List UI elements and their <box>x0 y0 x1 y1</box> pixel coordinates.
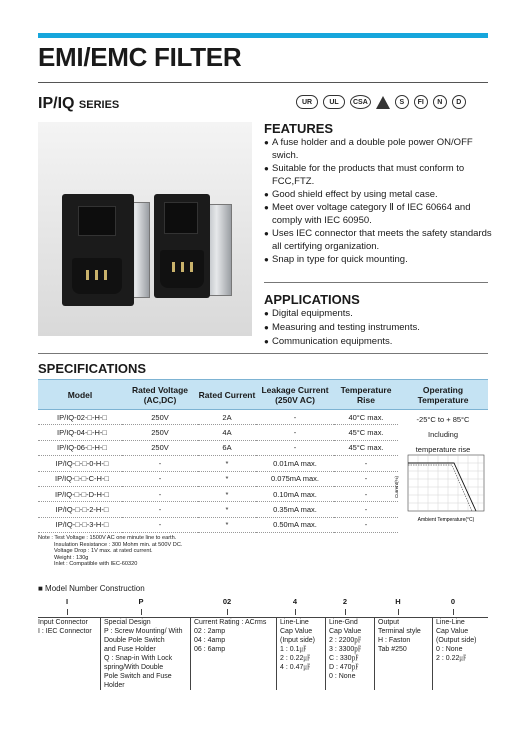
applications-list <box>264 307 492 349</box>
ul-listed-icon: UL <box>323 95 345 109</box>
code-description-line: Line-Line <box>280 619 309 626</box>
code-letter: 2 <box>342 597 348 606</box>
code-description-line: C : 330㎊ <box>329 655 359 662</box>
operating-temperature: -25°C to + 85°C Including temperature rise <box>415 415 471 454</box>
table-cell: * <box>198 517 256 532</box>
divider <box>264 282 488 283</box>
code-description-line: P : Screw Mounting/ With <box>104 628 183 635</box>
derating-curve <box>408 465 472 511</box>
code-description-line: D : 470㎊ <box>329 664 359 671</box>
column-header: Temperature Rise <box>334 380 398 410</box>
code-description-line: 06 : 6amp <box>194 646 226 653</box>
table-cell: 250V <box>122 425 198 440</box>
code-description-line: and Fuse Holder <box>104 646 156 653</box>
code-description-line: 3 : 3300㎊ <box>329 646 362 653</box>
code-description-line: Cap Value <box>329 628 362 635</box>
code-description-line: Tab #250 <box>378 646 407 653</box>
table-cell: * <box>198 486 256 501</box>
code-description-line: Line-Line <box>436 619 465 626</box>
table-header-row <box>38 380 488 410</box>
code-description-line: 2 : 2200㎊ <box>329 637 362 644</box>
table-cell: 6A <box>198 440 256 455</box>
ul-recognized-icon: UR <box>296 95 318 109</box>
code-description-line: 2 : 0.22㎌ <box>280 655 311 662</box>
code-description-line: 0 : None <box>436 646 463 653</box>
code-description <box>276 618 325 690</box>
series-title <box>38 95 119 113</box>
table-cell: IP/IQ-□-□-0-H-□ <box>38 456 122 471</box>
table-cell: 0.50mA max. <box>256 517 334 532</box>
table-cell: - <box>256 440 334 455</box>
column-header: Model <box>38 380 122 410</box>
code-letter: 4 <box>292 597 298 606</box>
code-description-line: 1 : 0.1㎌ <box>280 646 307 653</box>
code-letter: 0 <box>450 597 456 606</box>
code-description-line: Cap Value <box>280 628 313 635</box>
code-letter: P <box>138 597 144 606</box>
table-cell: - <box>334 471 398 486</box>
list-item: ● Snap in type for quick mounting. <box>264 253 492 266</box>
column-header: Leakage Current (250V AC) <box>256 380 334 410</box>
table-cell: 45°C max. <box>334 425 398 440</box>
top-accent-bar <box>38 33 488 38</box>
column-header: Rated Voltage (AC,DC) <box>122 380 198 410</box>
table-cell: 0.10mA max. <box>256 486 334 501</box>
code-description-line: 04 : 4amp <box>194 637 226 644</box>
table-cell: 0.35mA max. <box>256 502 334 517</box>
series-name: IP/IQ <box>38 95 75 112</box>
test-notes <box>38 535 182 568</box>
code-description-line: (Output side) <box>436 637 477 644</box>
series-suffix: SERIES <box>78 99 120 111</box>
list-item: ● Uses IEC connector that meets the safety standards all certifying organization. <box>264 227 492 253</box>
table-cell: - <box>334 517 398 532</box>
csa-icon: CSA <box>350 95 371 109</box>
code-letter: I <box>65 597 69 606</box>
note-line: Insulation Resistance : 300 Mohm min. at 500V DC. <box>54 541 183 548</box>
features-heading: FEATURES <box>264 121 334 136</box>
list-item: ● Suitable for the products that must conform to FCC,FTZ. <box>264 162 492 188</box>
list-item: ● Measuring and testing instruments. <box>264 321 492 335</box>
table-cell: 4A <box>198 425 256 440</box>
code-description-line: 4 : 0.47㎌ <box>280 664 311 671</box>
chart-ylabel: Current(%) <box>394 475 399 499</box>
code-description <box>325 618 374 690</box>
note-line: Weight : 130g <box>54 554 89 561</box>
code-description-line: Current Rating : ACrms <box>194 619 267 626</box>
code-description-line: Holder <box>104 682 125 689</box>
table-cell: 250V <box>122 410 198 425</box>
power-switch-icon <box>78 206 116 236</box>
code-description-line: Input Connector <box>38 619 88 626</box>
code-description-line: Line-Gnd <box>329 619 358 626</box>
code-letter: 02 <box>222 597 232 606</box>
code-description-line: (Input side) <box>280 637 316 644</box>
table-cell: * <box>198 456 256 471</box>
code-description <box>38 618 100 690</box>
semko-icon: S <box>395 95 409 109</box>
code-description <box>100 618 190 690</box>
page-title: EMI/EMC FILTER <box>38 42 242 72</box>
divider <box>38 617 488 618</box>
nemko-icon: N <box>433 95 447 109</box>
product-photo <box>38 122 252 336</box>
table-cell: 45°C max. <box>334 440 398 455</box>
code-description-line: Terminal style <box>378 628 421 635</box>
vde-triangle-icon <box>376 96 390 109</box>
features-list <box>264 136 492 266</box>
table-cell: * <box>198 471 256 486</box>
list-item: ● Meet over voltage category Ⅱ of IEC 60664 and comply with IEC 60950. <box>264 201 492 227</box>
note-line: Voltage Drop : 1V max. at rated current. <box>54 548 153 554</box>
code-letter: H <box>395 597 401 606</box>
code-description-line: 2 : 0.22㎌ <box>436 655 467 662</box>
table-cell: 40°C max. <box>334 410 398 425</box>
table-cell: - <box>334 502 398 517</box>
code-description-line: H : Faston <box>378 637 411 644</box>
column-header: Rated Current <box>198 380 256 410</box>
table-cell: - <box>122 502 198 517</box>
demko-icon: D <box>452 95 466 109</box>
note-line: Inlet : Compatible with IEC-60320 <box>54 561 138 567</box>
table-cell: 0.01mA max. <box>256 456 334 471</box>
table-cell: IP/IQ-04-□-H-□ <box>38 425 122 440</box>
list-item: ● Good shield effect by using metal case. <box>264 188 492 201</box>
table-cell: IP/IQ-□-□-2-H-□ <box>38 502 122 517</box>
applications-heading: APPLICATIONS <box>264 292 360 307</box>
model-construction-heading: ■ Model Number Construction <box>38 584 145 593</box>
derating-chart <box>392 453 488 525</box>
code-description <box>190 618 276 690</box>
code-description-line: Special Design <box>104 619 151 626</box>
table-cell: IP/IQ-□-□-C-H-□ <box>38 471 122 486</box>
column-header: Operating Temperature <box>398 380 488 410</box>
table-cell: - <box>256 410 334 425</box>
table-cell: - <box>122 517 198 532</box>
divider <box>38 353 488 354</box>
table-cell: - <box>122 471 198 486</box>
table-cell: - <box>122 486 198 501</box>
list-item: ● Communication equipments. <box>264 335 492 349</box>
table-cell: IP/IQ-□-□-3-H-□ <box>38 517 122 532</box>
power-switch-icon <box>164 202 198 234</box>
chart-xlabel: Ambient Temperature(°C) <box>417 517 475 523</box>
code-description <box>432 618 488 690</box>
fimko-icon: FI <box>414 95 428 109</box>
code-description-line: I : IEC Connector <box>38 628 92 635</box>
list-item: ● A fuse holder and a double pole power ON/OFF swich. <box>264 136 492 162</box>
code-description <box>374 618 432 690</box>
code-description-line: 0 : None <box>329 673 356 680</box>
code-description-line: Double Pole Switch <box>104 637 165 644</box>
certification-marks <box>296 95 466 109</box>
code-description-line: Output <box>378 619 400 626</box>
specifications-heading: SPECIFICATIONS <box>38 361 147 376</box>
table-cell: - <box>334 486 398 501</box>
note-line: Note : Test Voltage : 1500V AC one minute line to earth. <box>38 535 177 541</box>
table-cell: - <box>334 456 398 471</box>
table-cell: * <box>198 502 256 517</box>
code-description-line: Cap Value <box>436 628 469 635</box>
code-description-line: 02 : 2amp <box>194 628 226 635</box>
code-description-line: spring/With Double <box>104 664 164 671</box>
table-cell: 0.075mA max. <box>256 471 334 486</box>
code-description-line: Q : Snap-in With Lock <box>104 655 173 662</box>
code-description-line: Pole Switch and Fuse <box>104 673 172 680</box>
list-item: ● Digital equipments. <box>264 307 492 321</box>
table-cell: - <box>256 425 334 440</box>
table-cell: - <box>122 456 198 471</box>
table-cell: IP/IQ-02-□-H-□ <box>38 410 122 425</box>
table-cell: 250V <box>122 440 198 455</box>
table-cell: 2A <box>198 410 256 425</box>
table-cell: IP/IQ-□-□-D-H-□ <box>38 486 122 501</box>
title-divider <box>38 82 488 83</box>
table-cell: IP/IQ-06-□-H-□ <box>38 440 122 455</box>
